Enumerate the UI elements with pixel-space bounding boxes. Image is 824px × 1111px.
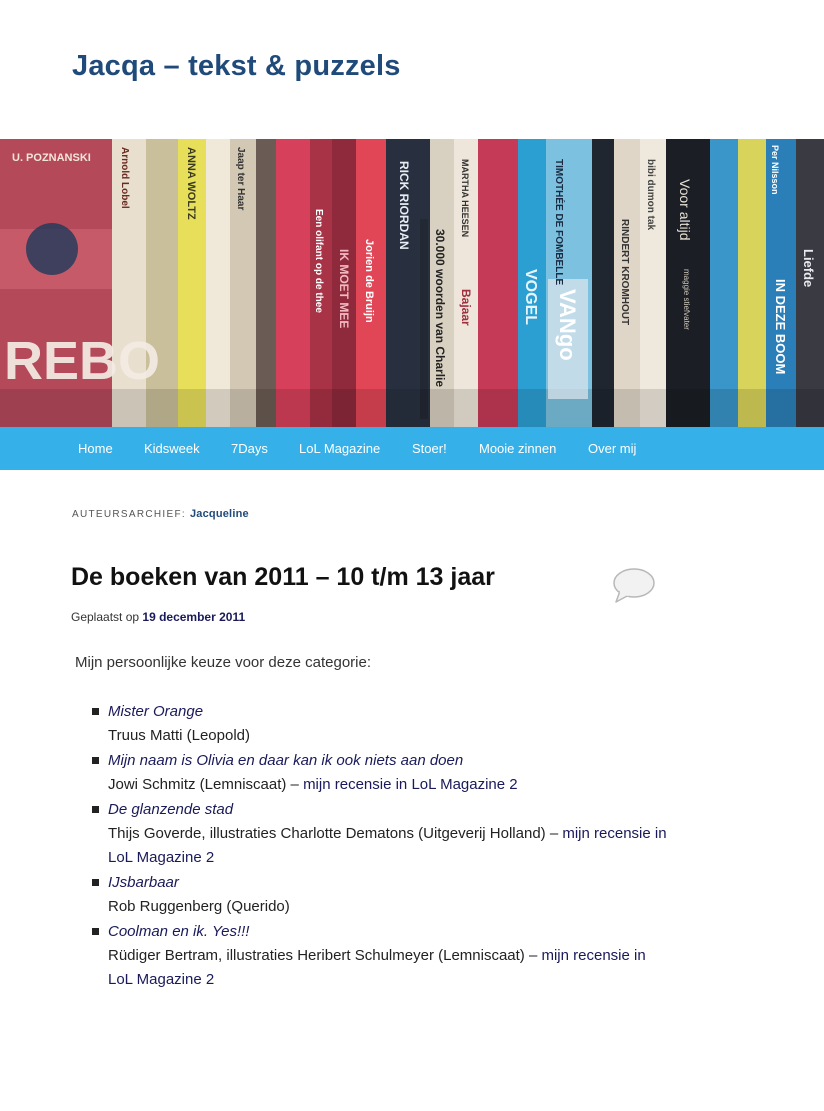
banner-cover-text: REBO: [4, 331, 161, 391]
archive-heading: [72, 508, 249, 520]
book-author-text: Rüdiger Bertram, illustraties Heribert Schulmeyer (Lemniscaat) –: [108, 947, 542, 965]
book-details: [108, 895, 668, 919]
banner-cover-text: Een olifant op de thee: [313, 209, 324, 313]
book-title-link[interactable]: Mister Orange: [108, 703, 204, 720]
book-title-link[interactable]: IJsbarbaar: [108, 873, 179, 891]
nav-item-7days[interactable]: 7Days: [231, 441, 268, 456]
nav-item-lol-magazine[interactable]: LoL Magazine: [299, 441, 381, 456]
nav-item-kidsweek[interactable]: Kidsweek: [144, 441, 200, 456]
banner-spine-text: maggie stiefvater: [682, 269, 691, 330]
recension-link[interactable]: mijn recensie in LoL Magazine 2: [108, 825, 667, 867]
nav-item-over-mij[interactable]: Over mij: [588, 441, 637, 456]
banner-spine-text: RINDERT KROMHOUT: [619, 219, 630, 326]
post-date-link[interactable]: 19 december 2011: [142, 610, 246, 624]
book-title-link[interactable]: Coolman en ik. Yes!!!: [108, 922, 250, 940]
archive-author-link[interactable]: Jacqueline: [189, 508, 249, 520]
site-title[interactable]: Jacqa – tekst & puzzels: [72, 50, 401, 82]
list-item: [108, 871, 668, 920]
nav-item-mooie-zinnen[interactable]: Mooie zinnen: [479, 441, 557, 456]
banner-cover-text: Bajaar: [459, 289, 473, 326]
banner-spine-text: Jaap ter Haar: [235, 147, 246, 211]
list-item: [108, 798, 668, 871]
book-title-link[interactable]: Mijn naam is Olivia en daar kan ik ook niets aan doen: [108, 751, 464, 769]
recension-link[interactable]: mijn recensie in LoL Magazine 2: [303, 776, 518, 794]
post-meta: [71, 610, 245, 624]
book-author-text: Truus Matti (Leopold): [108, 727, 251, 745]
list-item: [108, 700, 668, 749]
post-title[interactable]: De boeken van 2011 – 10 t/m 13 jaar: [71, 563, 495, 591]
comment-bubble-icon[interactable]: [611, 567, 657, 605]
list-item: [108, 920, 668, 993]
banner-cover-text: Liefde: [801, 249, 816, 288]
banner-cover-text: IN DEZE BOOM: [773, 279, 788, 375]
banner-cover-text: IK MOET MEE: [337, 249, 351, 329]
banner-spine-text: bibi dumon tak: [645, 159, 656, 231]
book-title-link[interactable]: De glanzende stad: [108, 800, 234, 818]
banner-spine-text: Jorien de Bruijn: [363, 239, 375, 323]
banner-spine-text: ANNA WOLTZ: [185, 147, 197, 220]
banner-spine-text: Per Nilsson: [770, 145, 780, 195]
banner-cover-text: VOGEL: [522, 269, 539, 326]
banner-spine-text: U. POZNANSKI: [12, 152, 91, 164]
banner-cover-text: VANgo: [555, 289, 580, 361]
book-author-text: Thijs Goverde, illustraties Charlotte Dematons (Uitgeverij Holland) –: [108, 825, 563, 843]
banner-spine-text: TIMOTHÉE DE FOMBELLE: [553, 159, 564, 286]
main-nav: [0, 427, 824, 470]
book-details: [108, 773, 668, 797]
banner-spine-text: RICK RIORDAN: [397, 161, 411, 250]
book-author-text: Rob Ruggenberg (Querido): [108, 898, 290, 916]
book-details: [108, 724, 668, 748]
nav-item-stoer[interactable]: Stoer!: [412, 441, 447, 456]
banner-spine-text: MARTHA HEESEN: [460, 159, 470, 238]
book-list: [108, 700, 668, 993]
post-intro: Mijn persoonlijke keuze voor deze categorie:: [75, 654, 371, 671]
list-item: [108, 749, 668, 798]
banner-spine-text: Arnold Lobel: [119, 147, 130, 209]
banner-cover-text: 30.000 woorden van Charlie: [433, 229, 447, 388]
nav-item-home[interactable]: Home: [78, 441, 113, 456]
header-banner-image: [0, 139, 824, 427]
recension-link[interactable]: mijn recensie in LoL Magazine 2: [108, 947, 646, 989]
archive-label: AUTEURSARCHIEF:: [72, 509, 186, 520]
book-details: [108, 944, 668, 993]
posted-on-label: Geplaatst op: [71, 610, 140, 624]
book-author-text: Jowi Schmitz (Lemniscaat) –: [108, 776, 304, 794]
banner-cover-text: Voor altijd: [677, 179, 693, 241]
book-details: [108, 822, 668, 871]
